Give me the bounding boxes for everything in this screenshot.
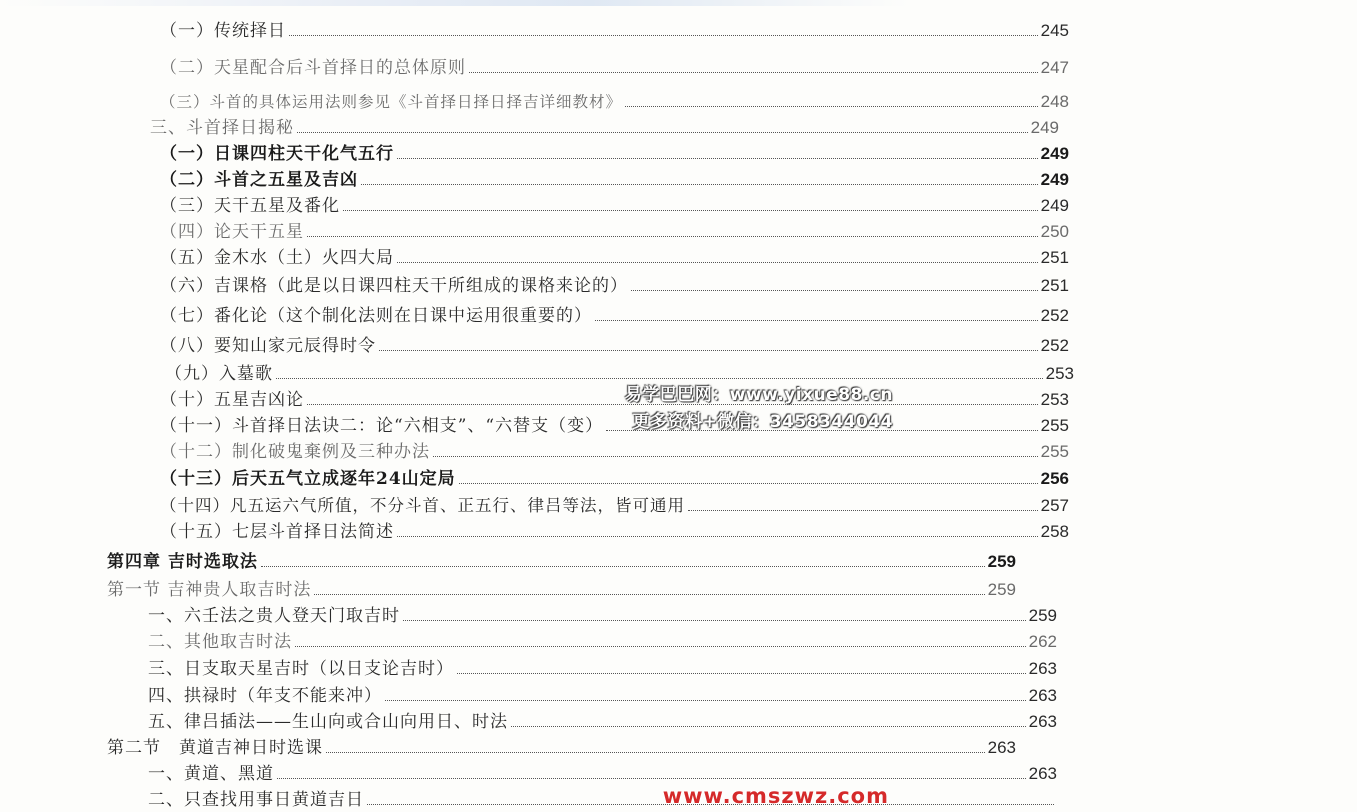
dot-leader [307, 235, 1038, 237]
toc-entry-page: 263 [1028, 659, 1057, 678]
dot-leader [459, 482, 1038, 484]
toc-entry [0, 330, 1155, 356]
toc-entry-label: 三、日支取天星吉时（以日支论吉时） [148, 659, 454, 679]
toc-entry-label: （九）入墓歌 [165, 364, 273, 384]
toc-entry [0, 732, 1102, 758]
dot-leader [511, 725, 1026, 727]
toc-entry-page: 257 [1040, 496, 1069, 515]
toc-entry-page: 256 [1040, 469, 1069, 488]
toc-entry [0, 112, 1145, 138]
toc-entry-page: 249 [1040, 144, 1069, 163]
toc-entry-page: 253 [1040, 390, 1069, 409]
toc-entry [0, 436, 1155, 462]
toc-entry [0, 300, 1155, 326]
toc-entry-page: 251 [1040, 276, 1069, 295]
dot-leader [261, 565, 985, 567]
toc-entry-label: （六）吉课格（此是以日课四柱天干所组成的课格来论的） [160, 276, 628, 296]
toc-entry-page: 248 [1040, 92, 1069, 111]
toc-entry [0, 190, 1155, 216]
toc-entry-page: 259 [987, 580, 1016, 599]
toc-entry [0, 490, 1155, 516]
toc-entry-label: 五、律吕插法——生山向或合山向用日、时法 [148, 712, 508, 732]
toc-entry-label: 第四章 吉时选取法 [107, 552, 258, 572]
dot-leader [625, 105, 1038, 107]
toc-entry-label: （十五）七层斗首择日法简述 [160, 522, 394, 542]
toc-entry-label: （一）日课四柱天干化气五行 [160, 144, 394, 164]
toc-entry-label: 一、黄道、黑道 [148, 764, 274, 784]
toc-entry [0, 384, 1155, 410]
toc-entry-label: （二）天星配合后斗首择日的总体原则 [160, 58, 466, 78]
dot-leader [276, 377, 1043, 379]
dot-leader [289, 34, 1038, 36]
toc-entry-label: （八）要知山家元辰得时令 [160, 336, 376, 356]
toc-entry-label: 三、斗首择日揭秘 [150, 118, 294, 138]
watermark-bottom-url: www.cmszwz.com [662, 784, 889, 808]
toc-entry-label: 一、六壬法之贵人登天门取吉时 [148, 606, 400, 626]
toc-entry [0, 52, 1155, 78]
toc-entry-page: 263 [987, 738, 1016, 757]
toc-entry-page: 245 [1040, 21, 1069, 40]
toc-entry-page: 249 [1040, 196, 1069, 215]
toc-entry [0, 574, 1102, 600]
dot-leader [595, 319, 1038, 321]
dot-leader [469, 71, 1038, 73]
toc-entry-page: 253 [1045, 364, 1074, 383]
toc-entry-page: 259 [987, 552, 1016, 571]
toc-entry [0, 600, 1143, 626]
toc-entry [0, 706, 1149, 732]
dot-leader [379, 349, 1038, 351]
toc-entry [0, 216, 1155, 242]
watermark-site-text: 易学巴巴网：www.yixue88.cn [624, 385, 893, 405]
toc-entry-label: 第二节 黄道吉神日时选课 [107, 738, 323, 758]
dot-leader [297, 131, 1028, 133]
dot-leader [343, 209, 1038, 211]
toc-entry [0, 242, 1155, 268]
dot-leader [403, 619, 1026, 621]
dot-leader [688, 509, 1038, 511]
toc-entry [0, 653, 1143, 679]
toc-entry-label: （五）金木水（土）火四大局 [160, 248, 394, 268]
toc-entry-page: 255 [1040, 442, 1069, 461]
dot-leader [361, 183, 1038, 185]
dot-leader [457, 672, 1026, 674]
watermark-contact-text: 更多资料+微信：3458344044 [632, 412, 893, 432]
dot-leader [433, 455, 1038, 457]
toc-entry [0, 138, 1155, 164]
dot-leader [397, 261, 1038, 263]
toc-entry [0, 164, 1155, 190]
toc-entry [0, 463, 1155, 489]
dot-leader [397, 535, 1038, 537]
toc-entry [0, 358, 1160, 384]
toc-entry-label: 二、只查找用事日黄道吉日 [148, 790, 364, 810]
toc-entry-label: （一）传统择日 [160, 21, 286, 41]
toc-entry [0, 626, 1143, 652]
toc-entry-page: 262 [1028, 632, 1057, 651]
watermark-overlay [625, 382, 893, 436]
toc-entry-label: （三）天干五星及番化 [160, 196, 340, 216]
toc-entry-page: 249 [1030, 118, 1059, 137]
toc-entry-label: （二）斗首之五星及吉凶 [160, 170, 358, 190]
toc-entry-label: 四、拱禄时（年支不能来冲） [148, 686, 382, 706]
dot-leader [277, 777, 1026, 779]
toc-entry-label: （十四）凡五运六气所值，不分斗首、正五行、律吕等法，皆可通用 [160, 496, 685, 515]
toc-entry [0, 15, 1155, 41]
toc-entry-page: 263 [1028, 712, 1057, 731]
toc-entry [0, 516, 1155, 542]
dot-leader [397, 157, 1038, 159]
toc-entry-page: 259 [1028, 606, 1057, 625]
dot-leader [385, 699, 1026, 701]
toc-entry-label: （十）五星吉凶论 [160, 390, 304, 410]
toc-entry [0, 86, 1155, 112]
toc-entry-page: 263 [1028, 764, 1057, 783]
toc-entry-label: （三）斗首的具体运用法则参见《斗首择日择日择吉详细教材》 [160, 93, 623, 111]
toc-entry-page: 249 [1040, 170, 1069, 189]
toc-entry-label: （十三）后天五气立成逐年24山定局 [160, 469, 456, 489]
toc-entry-page: 255 [1040, 416, 1069, 435]
toc-entry-label: （十二）制化破鬼棄例及三种办法 [160, 442, 430, 462]
toc-entry-label: 二、其他取吉时法 [148, 632, 292, 652]
toc-entry-page: 252 [1040, 336, 1069, 355]
toc-entry [0, 546, 1108, 572]
toc-entry-page: 247 [1040, 58, 1069, 77]
toc-entry-label: （七）番化论（这个制化法则在日课中运用很重要的） [160, 306, 592, 326]
toc-entry-page: 251 [1040, 248, 1069, 267]
dot-leader [314, 593, 984, 595]
toc-entry [0, 758, 1143, 784]
toc-entry [0, 680, 1143, 706]
toc-entry-page: 252 [1040, 306, 1069, 325]
dot-leader [295, 645, 1026, 647]
top-edge-tint [0, 0, 909, 6]
dot-leader [631, 289, 1038, 291]
toc-entry [0, 410, 1155, 436]
toc-entry-label: 第一节 吉神贵人取吉时法 [107, 580, 312, 600]
toc-entry-label: （四）论天干五星 [160, 222, 304, 242]
dot-leader [326, 751, 985, 753]
toc-entry [0, 270, 1155, 296]
toc-entry-page: 258 [1040, 522, 1069, 541]
toc-entry-label: （十一）斗首择日法诀二：论“六相支”、“六替支（变） [160, 416, 604, 436]
toc-entry-page: 263 [1028, 686, 1057, 705]
toc-entry-page: 250 [1040, 222, 1069, 241]
